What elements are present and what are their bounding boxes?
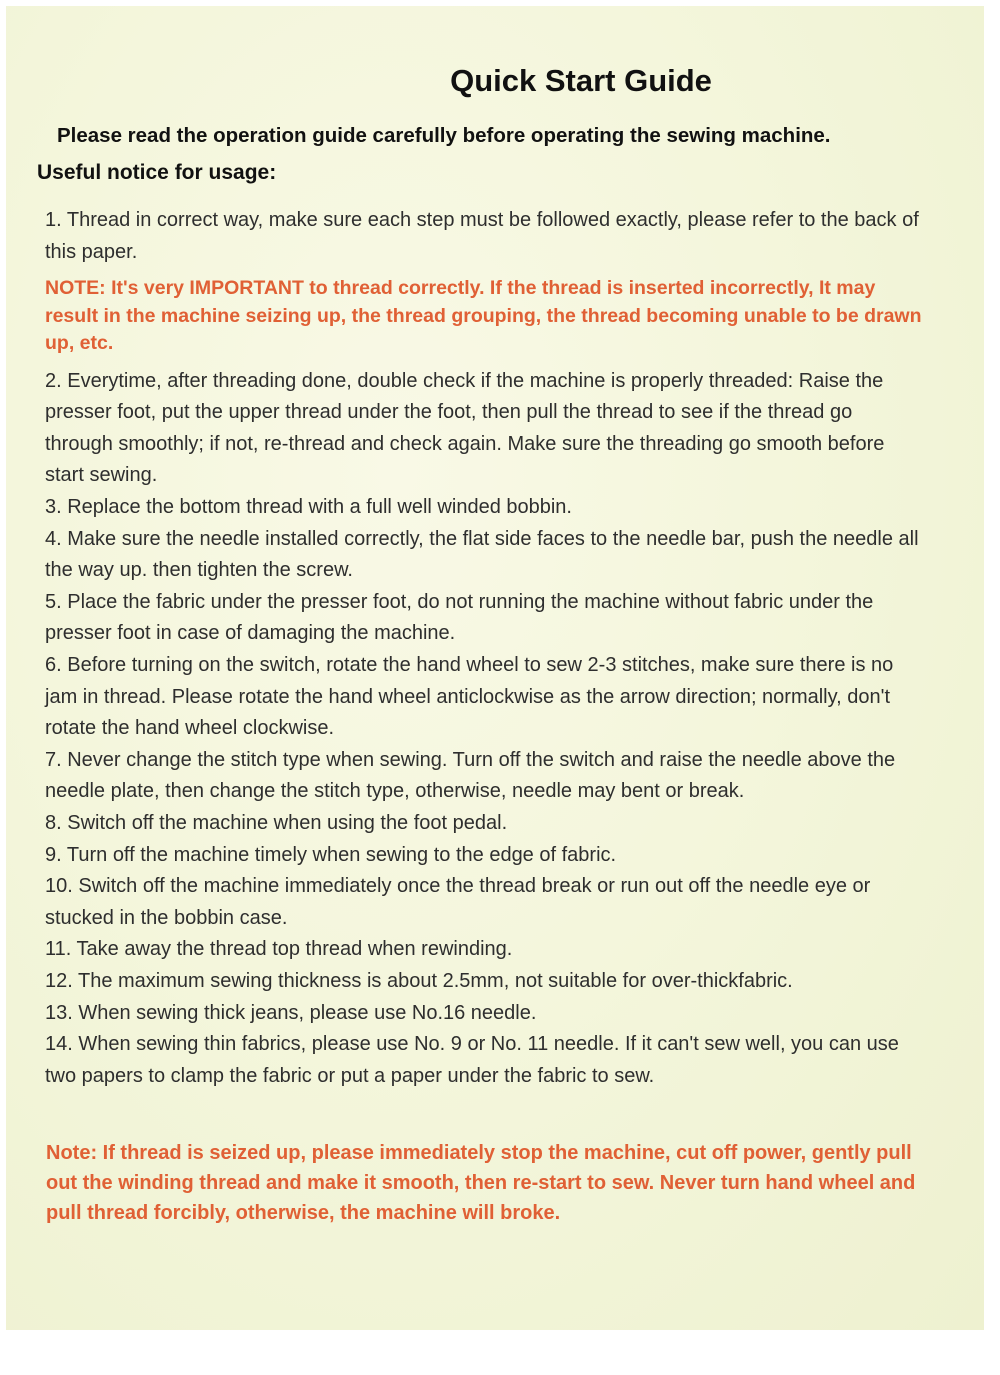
list-item-6: 6. Before turning on the switch, rotate the hand wheel to sew 2-3 stitches, make sure there is no jam in thread. Please rotate the hand wheel anticlockwise as the arrow direction; normally, don't rotate the hand wheel clockwise. bbox=[45, 654, 894, 740]
list-item-3: 3. Replace the bottom thread with a full well winded bobbin. bbox=[45, 496, 572, 519]
list-item-8: 8. Switch off the machine when using the foot pedal. bbox=[45, 812, 508, 834]
notice-heading: Useful notice for usage: bbox=[37, 161, 277, 184]
list-item-9: 9. Turn off the machine timely when sewing to the edge of fabric. bbox=[45, 843, 617, 866]
page-title: Quick Start Guide bbox=[450, 63, 712, 98]
list-item-12: 12. The maximum sewing thickness is about 2.5mm, not suitable for over-thickfabric. bbox=[45, 969, 793, 992]
document-page bbox=[6, 6, 984, 1330]
list-item-13: 13. When sewing thick jeans, please use No.16 needle. bbox=[45, 1001, 537, 1024]
list-item-7: 7. Never change the stitch type when sewing. Turn off the switch and raise the needle above the needle plate, then change the stitch type, otherwise, needle may bent or break. bbox=[45, 748, 896, 803]
list-item-4: 4. Make sure the needle installed correctly, the flat side faces to the needle bar, push the needle all the way up. then tighten the screw. bbox=[45, 527, 919, 582]
list-item-5: 5. Place the fabric under the presser foot, do not running the machine without fabric under the presser foot in case of damaging the machine. bbox=[45, 590, 874, 645]
list-item-1: 1. Thread in correct way, make sure each step must be followed exactly, please refer to the back of this paper. bbox=[45, 209, 919, 263]
list-item-2: 2. Everytime, after threading done, double check if the machine is properly threaded: Raise the presser foot, put the upper thread under the foot, then pull the thread to see if the thread go through smoothly; if not, re-thread and check again. Make sure the threading go smooth before start sewing. bbox=[45, 369, 885, 487]
list-item-11: 11. Take away the thread top thread when rewinding. bbox=[45, 938, 513, 961]
list-item-10: 10. Switch off the machine immediately once the thread break or run out off the needle eye or stucked in the bobbin case. bbox=[45, 875, 871, 929]
intro-instruction: Please read the operation guide carefully before operating the sewing machine. bbox=[57, 124, 831, 147]
list-item-14: 14. When sewing thin fabrics, please use No. 9 or No. 11 needle. If it can't sew well, you can use two papers to clamp the fabric or put a paper under the fabric to sew. bbox=[45, 1033, 899, 1087]
warning-note: Note: If thread is seized up, please immediately stop the machine, cut off power, gently pull out the winding thread and make it smooth, then re-start to sew. Never turn hand wheel and pull thread forcibly, otherwise, the machine will broke. bbox=[46, 1142, 916, 1224]
instructions-list bbox=[45, 205, 925, 1092]
important-note: NOTE: It's very IMPORTANT to thread correctly. If the thread is inserted incorrectly, It may result in the machine seizing up, the thread grouping, the thread becoming unable to be drawn up, etc. bbox=[45, 277, 922, 355]
